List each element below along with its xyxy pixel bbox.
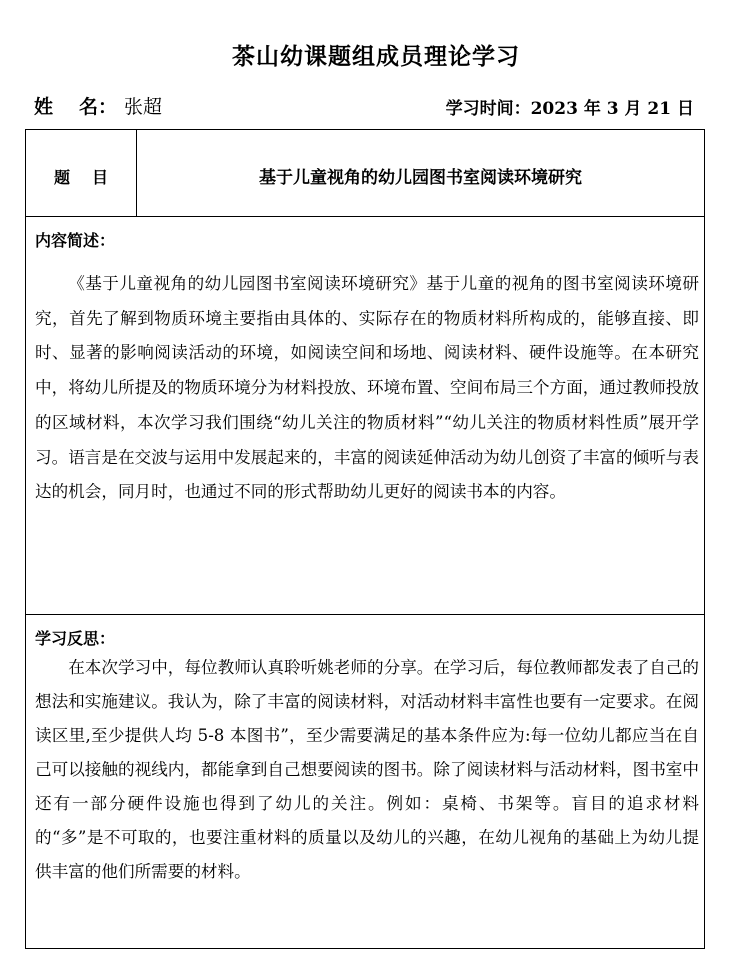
summary-heading: 内容简述： — [35, 231, 116, 250]
topic-label-first: 题 — [54, 168, 71, 187]
topic-label-rest: 目 — [92, 168, 109, 187]
study-date: 学习时间：2023 年 3 月 21 日 — [445, 99, 694, 119]
page-title: 茶山幼课题组成员理论学习 — [232, 44, 520, 70]
name-label-first: 姓 — [34, 96, 54, 118]
reflection-text: 在本次学习中，每位教师认真聆听姚老师的分享。在学习后，每位教师都发表了自己的想法和实施建议。我认为，除了丰富的阅读材料，对活动材料丰富性也要有一定要求。在阅读区里,至少提供人均 5-8 本图书”，至少需要满足的基本条件应为:每一位幼儿都应当在自己可以接触的视线内，都能拿到自己想要阅读的图书。除了阅读材料与活动材料，图书室中还有一部分硬件设施也得到了幼儿的关注。例如：桌椅、书架等。盲目的追求材料的“多”是不可取的，也要注重材料的质量以及幼儿的兴趣，在幼儿视角的基础上为幼儿提供丰富的他们所需要的材料。 — [35, 658, 699, 881]
topic-label-cell — [26, 130, 137, 216]
study-record-table — [25, 129, 705, 949]
summary-section — [26, 217, 704, 615]
name-label-rest: 名： — [79, 96, 118, 118]
info-row — [34, 92, 694, 118]
summary-text: 《基于儿童视角的幼儿园图书室阅读环境研究》基于儿童的视角的图书室阅读环境研究，首先了解到物质环境主要指由具体的、实际存在的物质材料所构成的，能够直接、即时、显著的影响阅读活动的环境，如阅读空间和场地、阅读材料、硬件设施等。在本研究中，将幼儿所提及的物质环境分为材料投放、环境布置、空间布局三个方面，通过教师投放的区域材料，本次学习我们围绕“幼儿关注的物质材料”“幼儿关注的物质材料性质”展开学习。语言是在交波与运用中发展起来的，丰富的阅读延伸活动为幼儿创资了丰富的倾听与表达的机会，同月时，也通过不同的形式帮助幼儿更好的阅读书本的内容。 — [35, 274, 699, 502]
topic-label — [54, 165, 108, 188]
topic-row — [26, 130, 704, 217]
name-value: 张超 — [124, 96, 163, 118]
reflection-heading: 学习反思： — [35, 629, 116, 648]
reflection-section — [26, 615, 704, 948]
name-label — [34, 92, 117, 119]
topic-value: 基于儿童视角的幼儿园图书室阅读环境研究 — [259, 168, 582, 188]
